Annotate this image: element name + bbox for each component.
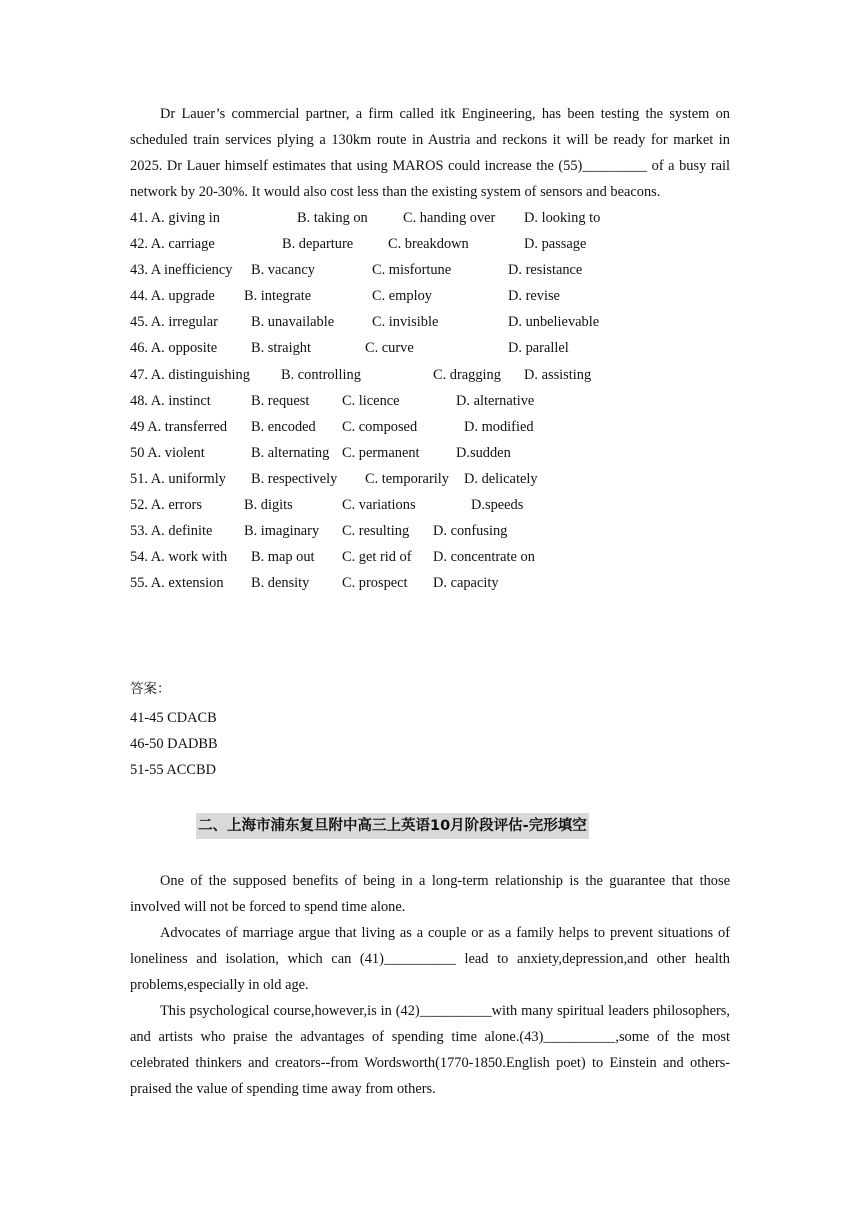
option-b: B. imaginary — [244, 523, 320, 540]
option-b: B. encoded — [251, 418, 316, 435]
passage-paragraph: Advocates of marriage argue that living as a couple or as a family helps to prevent situations of loneliness and isolation, which can (41)__________ lead to anxiety,depression,and other health problems,especially in old age. — [130, 925, 730, 993]
option-d: D. concentrate on — [433, 549, 535, 566]
question-option-row — [130, 231, 730, 257]
option-b: B. straight — [251, 340, 311, 357]
option-c: C. permanent — [342, 444, 420, 461]
question-option-row — [130, 544, 730, 570]
question-option-row — [130, 257, 730, 283]
option-d: D. confusing — [433, 523, 508, 540]
option-b: B. taking on — [297, 210, 368, 226]
option-a: 48. A. instinct — [130, 392, 211, 409]
option-c: C. handing over — [403, 210, 496, 226]
option-c: C. breakdown — [388, 236, 469, 253]
answers-label: 答案： — [130, 681, 171, 697]
question-option-row — [130, 388, 730, 414]
question-option-row — [130, 466, 730, 492]
question-option-row — [130, 492, 730, 518]
option-a: 54. A. work with — [130, 549, 228, 566]
option-b: B. vacancy — [251, 262, 315, 279]
option-a: 42. A. carriage — [130, 236, 215, 253]
option-c: C. variations — [342, 497, 416, 514]
option-b: B. unavailable — [251, 314, 335, 331]
option-d: D. delicately — [464, 470, 538, 487]
option-d: D. parallel — [508, 340, 569, 357]
option-a: 55. A. extension — [130, 575, 224, 592]
option-c: C. dragging — [433, 366, 501, 383]
answer-line: 51-55 ACCBD — [130, 762, 216, 778]
option-a: 44. A. upgrade — [130, 288, 215, 305]
option-d: D. looking to — [524, 210, 601, 226]
option-a: 53. A. definite — [130, 523, 213, 540]
passage-paragraph: This psychological course,however,is in (42)__________with many spiritual leaders philosophers, and artists who praise the advantages of spending time alone.(43)__________,some of the most celebrated thinkers and creators--from Wordsworth(1770-1850.English poet) to Einstein and others- praised the value of spending time away from others. — [130, 1003, 730, 1097]
option-b: B. respectively — [251, 470, 338, 487]
option-c: C. curve — [365, 340, 414, 357]
option-d: D. capacity — [433, 575, 499, 592]
question-option-row — [130, 335, 730, 361]
option-b: B. map out — [251, 549, 315, 566]
option-b: B. integrate — [244, 288, 312, 305]
option-a: 51. A. uniformly — [130, 470, 226, 487]
option-b: B. density — [251, 575, 310, 592]
option-d: D. passage — [524, 236, 587, 253]
option-a: 43. A inefficiency — [130, 262, 233, 279]
section-title: 二、上海市浦东复旦附中高三上英语10月阶段评估-完形填空 — [196, 813, 589, 839]
option-c: C. resulting — [342, 523, 410, 540]
option-c: C. invisible — [372, 314, 439, 331]
option-a: 45. A. irregular — [130, 314, 218, 331]
option-a: 49 A. transferred — [130, 418, 228, 435]
option-d: D.speeds — [471, 497, 524, 514]
options-list — [130, 205, 730, 596]
option-d: D.sudden — [456, 444, 511, 461]
option-b: B. digits — [244, 497, 293, 514]
option-b: B. departure — [282, 236, 354, 253]
question-option-row — [130, 440, 730, 466]
option-d: D. revise — [508, 288, 560, 305]
option-a: 47. A. distinguishing — [130, 366, 250, 383]
passage-paragraph: One of the supposed benefits of being in a long-term relationship is the guarantee that those involved will not be forced to spend time alone. — [130, 873, 730, 915]
question-option-row — [130, 205, 730, 231]
option-b: B. controlling — [281, 366, 361, 383]
option-d: D. alternative — [456, 392, 535, 409]
question-option-row — [130, 309, 730, 335]
option-c: C. temporarily — [365, 470, 449, 487]
option-d: D. resistance — [508, 262, 583, 279]
option-a: 52. A. errors — [130, 497, 202, 514]
option-c: C. misfortune — [372, 262, 452, 279]
question-option-row — [130, 518, 730, 544]
option-a: 50 A. violent — [130, 444, 205, 461]
option-c: C. get rid of — [342, 549, 412, 566]
option-c: C. licence — [342, 392, 400, 409]
answer-line: 46-50 DADBB — [130, 736, 218, 752]
answer-line: 41-45 CDACB — [130, 710, 217, 726]
question-option-row — [130, 570, 730, 596]
option-a: 46. A. opposite — [130, 340, 218, 357]
question-option-row — [130, 283, 730, 309]
option-b: B. alternating — [251, 444, 330, 461]
option-d: D. assisting — [524, 366, 592, 383]
cloze-passage — [130, 868, 730, 1102]
intro-paragraph: Dr Lauer’s commercial partner, a firm called itk Engineering, has been testing the system on scheduled train services plying a 130km route in Austria and reckons it will be ready for market in 2025. Dr Lauer himself estimates that using MAROS could increase the (55)_________ of a busy rail network by 20-30%. It would also cost less than the existing system of sensors and beacons. — [130, 106, 730, 200]
option-b: B. request — [251, 392, 310, 409]
option-a: 41. A. giving in — [130, 210, 220, 226]
question-option-row — [130, 414, 730, 440]
option-d: D. unbelievable — [508, 314, 600, 331]
option-c: C. prospect — [342, 575, 408, 592]
option-c: C. employ — [372, 288, 432, 305]
question-option-row — [130, 362, 730, 388]
document-page — [130, 101, 730, 596]
option-d: D. modified — [464, 418, 534, 435]
option-c: C. composed — [342, 418, 418, 435]
